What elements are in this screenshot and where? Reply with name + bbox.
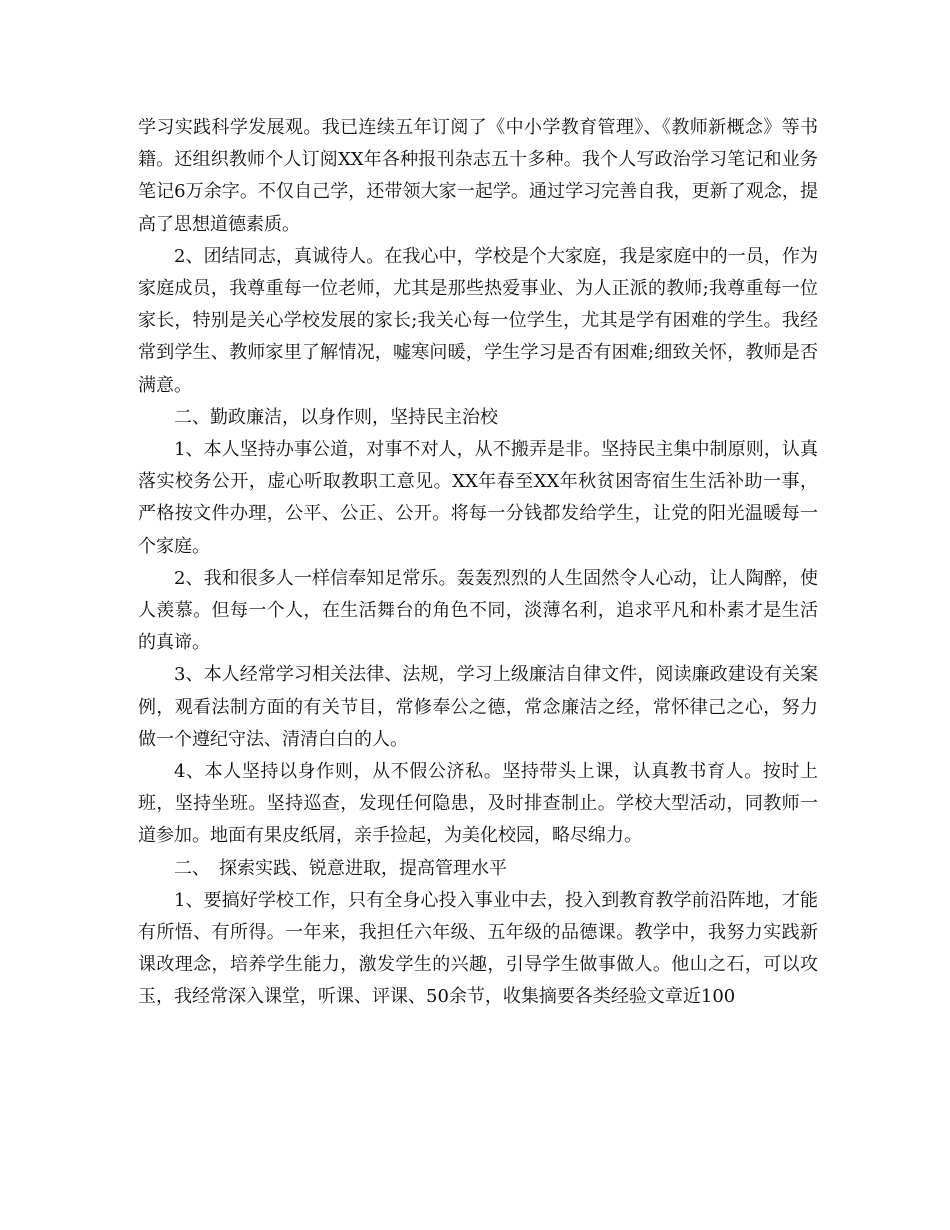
paragraph-5: 2、我和很多人一样信奉知足常乐。轰轰烈烈的人生固然令人心动，让人陶醉，使人羡慕。但每一个人，在生活舞台的角色不同，淡薄名利，追求平凡和朴素才是生活的真谛。 bbox=[138, 567, 818, 654]
paragraph-1: 学习实践科学发展观。我已连续五年订阅了《中小学教育管理》、《教师新概念》等书籍。还组织教师个人订阅XX年各种报刊杂志五十多种。我个人写政治学习笔记和业务笔记6万余字。不仅自己学，还带领大家一起学。通过学习完善自我，更新了观念，提高了思想道德素质。 bbox=[138, 117, 818, 235]
paragraph-9: 1、要搞好学校工作，只有全身心投入事业中去，投入到教育教学前沿阵地，才能有所悟、有所得。一年来，我担任六年级、五年级的品德课。教学中，我努力实践新课改理念，培养学生能力，激发学生的兴趣，引导学生做事做人。他山之石，可以攻玉，我经常深入课堂，听课、评课、50余节，收集摘要各类经验文章近100 bbox=[138, 889, 818, 1008]
section-heading-2: 二、勤政廉洁，以身作则，坚持民主治校 bbox=[174, 406, 498, 428]
section-heading-3: 二、 探索实践、锐意进取，提高管理水平 bbox=[174, 857, 507, 879]
paragraph-7: 4、本人坚持以身作则，从不假公济私。坚持带头上课，认真教书育人。按时上班，坚持坐班。坚持巡查，发现任何隐患，及时排查制止。学校大型活动，同教师一道参加。地面有果皮纸屑，亲手捡起，为美化校园，略尽绵力。 bbox=[138, 761, 818, 847]
paragraph-2: 2、团结同志，真诚待人。在我心中，学校是个大家庭，我是家庭中的一员，作为家庭成员，我尊重每一位老师，尤其是那些热爱事业、为人正派的教师;我尊重每一位家长，特别是关心学校发展的家长;我关心每一位学生，尤其是学有困难的学生。我经常到学生、教师家里了解情况，嘘寒问暖，学生学习是否有困难;细致关怀，教师是否满意。 bbox=[138, 245, 818, 396]
paragraph-4: 1、本人坚持办事公道，对事不对人，从不搬弄是非。坚持民主集中制原则，认真落实校务公开，虚心听取教职工意见。XX年春至XX年秋贫困寄宿生生活补助一事，严格按文件办理，公平、公正、公开。将每一分钱都发给学生，让党的阳光温暖每一个家庭。 bbox=[138, 439, 818, 557]
paragraph-6: 3、本人经常学习相关法律、法规，学习上级廉洁自律文件，阅读廉政建设有关案例，观看法制方面的有关节目，常修奉公之德，常念廉洁之经，常怀律己之心，努力做一个遵纪守法、清清白白的人。 bbox=[138, 664, 818, 750]
document-page bbox=[138, 112, 818, 1014]
